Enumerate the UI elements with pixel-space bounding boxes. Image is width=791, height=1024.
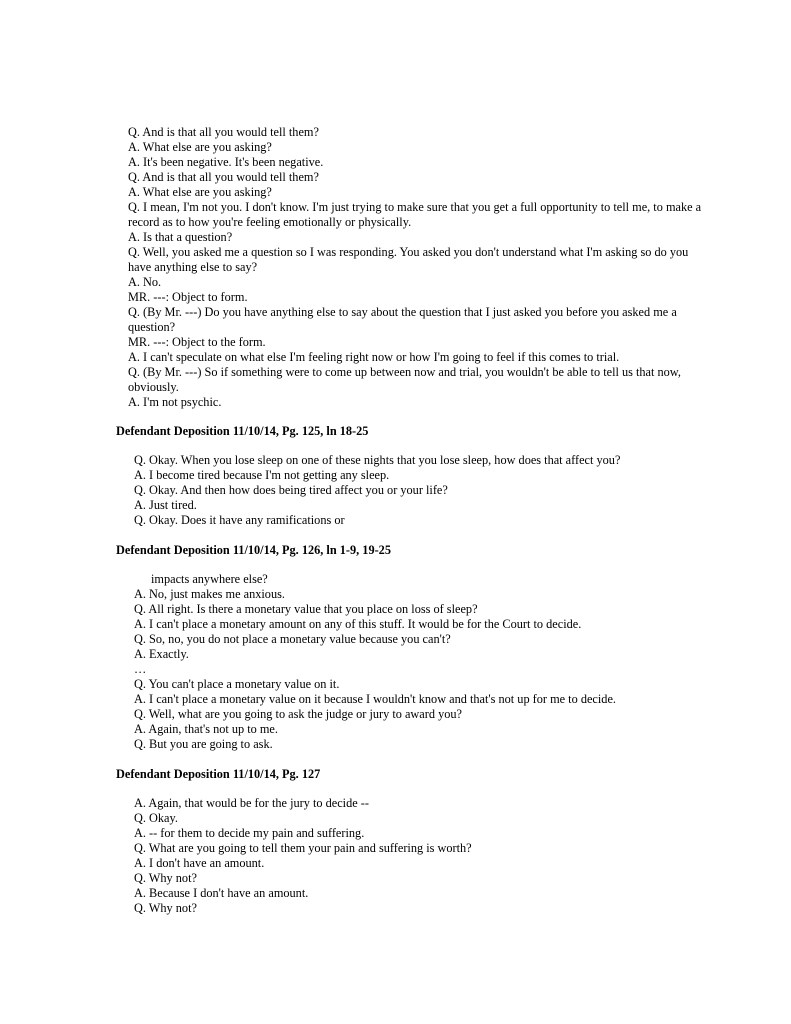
- transcript-line: Q. Okay. Does it have any ramifications or: [134, 513, 345, 527]
- transcript-excerpt-4: [134, 796, 704, 916]
- transcript-line: A. What else are you asking?: [128, 185, 272, 199]
- transcript-excerpt-2: [134, 453, 704, 528]
- transcript-line: Q. Well, you asked me a question so I was responding. You asked you don't understand what I'm asking so do you have anything else to say?: [128, 245, 689, 274]
- transcript-line: MR. ---: Object to the form.: [128, 335, 266, 349]
- section-heading: Defendant Deposition 11/10/14, Pg. 126, ln 1-9, 19-25: [116, 543, 391, 557]
- transcript-line: Q. But you are going to ask.: [134, 737, 273, 751]
- transcript-line: Q. Okay. When you lose sleep on one of these nights that you lose sleep, how does that affect you?: [134, 453, 621, 467]
- transcript-excerpt-3: [134, 572, 704, 752]
- transcript-line: Q. So, no, you do not place a monetary value because you can't?: [134, 632, 451, 646]
- transcript-line: A. No, just makes me anxious.: [134, 587, 285, 601]
- transcript-line: Q. Well, what are you going to ask the judge or jury to award you?: [134, 707, 462, 721]
- transcript-line: A. Exactly.: [134, 647, 189, 661]
- transcript-line: A. Just tired.: [134, 498, 197, 512]
- transcript-line: A. Again, that's not up to me.: [134, 722, 278, 736]
- transcript-line: Q. Okay. And then how does being tired affect you or your life?: [134, 483, 448, 497]
- transcript-line: A. Because I don't have an amount.: [134, 886, 309, 900]
- section-heading: Defendant Deposition 11/10/14, Pg. 127: [116, 767, 321, 781]
- transcript-continuation: impacts anywhere else?: [151, 572, 268, 586]
- transcript-excerpt-1: [128, 125, 703, 410]
- transcript-line: A. I'm not psychic.: [128, 395, 222, 409]
- transcript-line: A. Is that a question?: [128, 230, 233, 244]
- transcript-line: Q. And is that all you would tell them?: [128, 170, 319, 184]
- transcript-line: MR. ---: Object to form.: [128, 290, 248, 304]
- transcript-line: Q. (By Mr. ---) Do you have anything else to say about the question that I just asked you before you asked me a question?: [128, 305, 677, 334]
- transcript-line: Q. All right. Is there a monetary value that you place on loss of sleep?: [134, 602, 478, 616]
- section-heading: Defendant Deposition 11/10/14, Pg. 125, ln 18-25: [116, 424, 369, 438]
- transcript-line: A. Again, that would be for the jury to decide --: [134, 796, 369, 810]
- transcript-line: Q. And is that all you would tell them?: [128, 125, 319, 139]
- transcript-line: A. I become tired because I'm not getting any sleep.: [134, 468, 390, 482]
- transcript-line: A. I can't place a monetary value on it because I wouldn't know and that's not up for me to decide.: [134, 692, 616, 706]
- transcript-line: Q. (By Mr. ---) So if something were to come up between now and trial, you wouldn't be able to tell us that now, obviously.: [128, 365, 681, 394]
- transcript-line: A. I can't speculate on what else I'm feeling right now or how I'm going to feel if this comes to trial.: [128, 350, 620, 364]
- transcript-line: Q. Why not?: [134, 901, 197, 915]
- ellipsis-line: …: [134, 662, 147, 676]
- transcript-line: A. I don't have an amount.: [134, 856, 265, 870]
- transcript-line: A. No.: [128, 275, 162, 289]
- transcript-line: Q. Okay.: [134, 811, 178, 825]
- transcript-line: A. -- for them to decide my pain and suffering.: [134, 826, 365, 840]
- transcript-line: A. I can't place a monetary amount on any of this stuff. It would be for the Court to decide.: [134, 617, 582, 631]
- transcript-line: A. It's been negative. It's been negative.: [128, 155, 324, 169]
- transcript-line: Q. What are you going to tell them your pain and suffering is worth?: [134, 841, 472, 855]
- transcript-line: Q. Why not?: [134, 871, 197, 885]
- transcript-line: Q. You can't place a monetary value on it.: [134, 677, 340, 691]
- transcript-line: A. What else are you asking?: [128, 140, 272, 154]
- transcript-line: Q. I mean, I'm not you. I don't know. I'm just trying to make sure that you get a full opportunity to tell me, to make a record as to how you're feeling emotionally or physically.: [128, 200, 702, 229]
